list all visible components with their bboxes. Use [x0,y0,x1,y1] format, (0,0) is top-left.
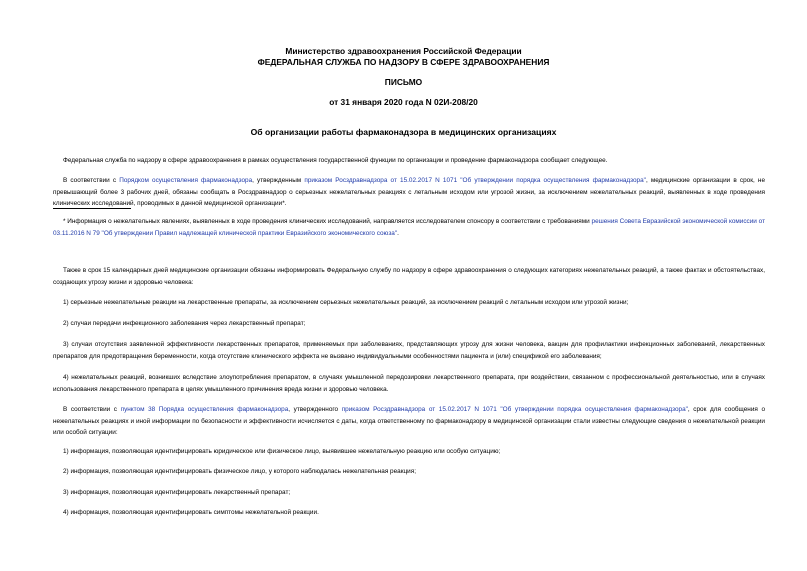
list-item: 3) информация, позволяющая идентифицировать лекарственный препарат; [63,489,291,496]
eec-decision-link[interactable]: решения Совета Евразийской экономической комиссии от 03.11.2016 N 79 "Об утверждении Правил надлежащей клинической практики Евразийского экономического союза" [53,218,765,237]
list-item: 4) нежелательных реакций, возникших вследствие злоупотребления препаратом, в случаях умышленной передозировки лекарственного препарата, при воздействии, связанном с профессиональной деятельностью, или в случаях использования лекарственного препарата в целях умышленного причинения вреда жизни и здоровью человека. [53,374,765,393]
paragraph-text: , утвержденным [252,177,305,184]
order-1071-link[interactable]: приказом Росздравнадзора от 15.02.2017 N 1071 "Об утверждении порядка осуществления фармаконадзора" [304,177,646,184]
list-item: 1) серьезные нежелательные реакции на лекарственные препараты, за исключением серьезных нежелательных реакций, за исключением реакций с летальным исходом или угрозой жизни; [63,299,629,306]
paragraph-categories: Также в срок 15 календарных дней медицинские организации обязаны информировать Федеральную службу по надзору в сфере здравоохранения о следующих категориях нежелательных реакций, а также фактах и обстоятельствах, создающих угрозу жизни и здоровью человека: [53,267,765,286]
paragraph-deadline [53,404,765,439]
paragraph-text: , утвержденного [288,406,342,413]
paragraph-text: В соответствии с [63,177,120,184]
order-1071-link[interactable]: приказом Росздравнадзора от 15.02.2017 N 1071 "Об утверждении порядка осуществления фармаконадзора" [341,406,688,413]
clause-38-link[interactable]: пунктом 38 Порядка осуществления фармаконадзора [120,406,289,413]
list-item: 1) информация, позволяющая идентифицировать юридическое или физическое лицо, выявившее нежелательную реакцию или особую ситуацию; [63,448,501,455]
footnote-text: * Информация о нежелательных явлениях, выявленных в ходе проведения клинических исследований, направляется исследователем спонсору в соответствии с требованиями [63,218,592,225]
paragraph-order [53,175,765,210]
intro-paragraph: Федеральная служба по надзору в сфере здравоохранения в рамках осуществления государственной функции по организации и проведение фармаконадзора сообщает следующее. [63,157,608,164]
document-date: от 31 января 2020 года N 02И-208/20 [329,97,478,107]
paragraph-text: В соответствии с [63,406,121,413]
list-item: 2) случаи передачи инфекционного заболевания через лекарственный препарат; [63,320,306,327]
pharmacovigilance-order-link[interactable]: Порядком осуществления фармаконадзора [119,177,253,184]
list-item: 4) информация, позволяющая идентифицировать симптомы нежелательной реакции. [63,509,319,516]
footnote-divider [53,208,131,209]
document-type: ПИСЬМО [384,77,423,87]
footnote [53,216,765,239]
document-title: Об организации работы фармаконадзора в медицинских организациях [250,127,557,137]
service-name: ФЕДЕРАЛЬНАЯ СЛУЖБА ПО НАДЗОРУ В СФЕРЕ ЗДРАВООХРАНЕНИЯ [257,57,550,67]
footnote-text: . [397,229,399,237]
list-item: 3) случаи отсутствия заявленной эффективности лекарственных препаратов, применяемых при заболеваниях, представляющих угрозу для жизни человека, вакцин для профилактики инфекционных заболеваний, лекарственных препаратов для предотвращения беременности, когда отсутствие клинического эффекта не вызвано индивидуальными особенностями пациента и (или) спецификой его заболевания; [53,341,765,360]
paragraph-text: , медицинские организации в срок, не превышающий более 3 рабочих дней, обязаны сообщать в Росздравнадзор о серьезных нежелательных реакциях с летальным исходом или угрозой жизни, за исключением нежелательных реакций, выявленных в ходе проведения клинических исследований, проводимых в данной медицинской организации*. [53,177,766,207]
list-item: 2) информация, позволяющая идентифицировать физическое лицо, у которого наблюдалась нежелательная реакция; [63,468,416,475]
paragraph-text: , срок для сообщения о нежелательных реакциях и иной информации по безопасности и эффективности исчисляется с даты, когда ответственному по фармаконадзору в медицинской организации стали известны следующие сведения о нежелательной реакции или особой ситуации: [53,406,766,436]
ministry-name: Министерство здравоохранения Российской Федерации [285,46,522,56]
